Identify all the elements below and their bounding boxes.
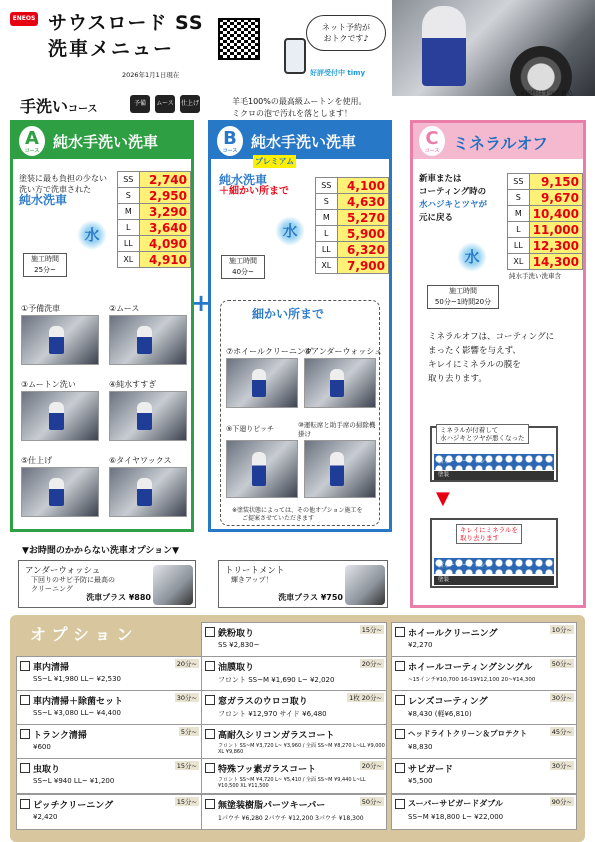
quick-option-price: 洗車プラス ¥880	[86, 593, 151, 602]
step-label: ②ムース	[109, 304, 140, 313]
option-checkbox[interactable]	[205, 799, 215, 809]
quick-option-photo	[153, 565, 193, 605]
course-c-price-table	[507, 173, 583, 270]
option-checkbox[interactable]	[20, 661, 30, 671]
price-row: SS 9,150	[508, 174, 583, 190]
option-checkbox[interactable]	[205, 695, 215, 705]
option-item[interactable]: ヘッドライトクリーン＆プロテクト 45分~ ¥8,830	[391, 724, 577, 760]
course-a-header	[13, 123, 191, 159]
step-label: ⑤仕上げ	[21, 456, 53, 465]
course-a-description: 塗装に最も負担の少ない 洗い方で洗車された 純水洗車	[19, 174, 107, 207]
finish-icon: 仕上げ	[180, 95, 200, 113]
course-b-time-box: 施工時間 40分~	[221, 255, 265, 279]
option-checkbox[interactable]	[205, 729, 215, 739]
smartphone-icon	[284, 38, 306, 74]
price-row: S 2,950	[118, 188, 191, 204]
worker-figure	[422, 6, 466, 86]
price-row: L 3,640	[118, 220, 191, 236]
pure-water-sponge-icon: 水	[453, 241, 491, 273]
option-checkbox[interactable]	[395, 763, 405, 773]
down-arrow-icon: ▼	[436, 488, 450, 509]
price-row: XL 14,300	[508, 254, 583, 270]
quick-option-underwash[interactable]	[18, 560, 196, 608]
price-row: M 10,400	[508, 206, 583, 222]
paint-layer: 塗装	[434, 576, 554, 585]
price-row: M 3,290	[118, 204, 191, 220]
option-item[interactable]: 窓ガラスのウロコ取り 1枚 20分~ フロント ¥12,970 サイド ¥6,480	[201, 690, 387, 726]
premium-tag: プレミアム	[255, 157, 295, 166]
course-a-price-table	[117, 171, 191, 268]
course-c-description: 新車または コーティング時の 水ハジキとツヤが 元に戻る	[419, 174, 488, 223]
option-checkbox[interactable]	[395, 661, 405, 671]
step-photo	[304, 358, 376, 408]
step-label: ⑩運転席と助手席の掃除機掛け	[298, 421, 376, 438]
option-item[interactable]: サビガード 30分~ ¥5,500	[391, 758, 577, 794]
option-checkbox[interactable]	[395, 695, 405, 705]
course-c-title: ミネラルオフ	[453, 134, 549, 153]
mineral-before-diagram	[430, 426, 558, 482]
option-item[interactable]: 高耐久シリコンガラスコート フロント SS~M ¥3,720 L~ ¥3,960 / 全面 SS~M ¥8,270 L~LL ¥9,000 XL ¥9,860	[201, 724, 387, 760]
coating-layer: 新車・コーティング	[434, 558, 554, 574]
price-row: XL 7,900	[316, 258, 389, 274]
handwash-desc-1: 羊毛100%の最高級ムートンを使用。	[232, 97, 367, 106]
step-photo	[21, 391, 99, 441]
effective-date: 2026年1月1日現在	[122, 71, 180, 79]
step-label: ⑦ホイールクリーニング	[226, 347, 313, 356]
price-row: L 5,900	[316, 226, 389, 242]
plus-icon: +	[190, 289, 212, 317]
price-row: SS 2,740	[118, 172, 191, 188]
options-title: オプション	[30, 625, 139, 644]
course-a-title: 純水手洗い洗車	[53, 133, 159, 151]
after-label: キレイにミネラルを 取り去ります	[456, 524, 522, 544]
step-label: ⑧アンダーウォッシュ	[304, 347, 383, 356]
quick-option-name: トリートメント	[225, 566, 285, 576]
detail-title: 細かい所まで	[252, 307, 325, 321]
step-label: ①予備洗車	[21, 304, 61, 313]
price-row: LL 6,320	[316, 242, 389, 258]
pure-water-sponge-icon: 水	[271, 215, 309, 247]
step-photo	[226, 440, 298, 498]
price-row: XL 4,910	[118, 252, 191, 268]
option-checkbox[interactable]	[395, 627, 405, 637]
course-a-badge: A コース	[19, 126, 45, 156]
step-photo	[109, 467, 187, 517]
handwash-title	[20, 94, 98, 117]
handwash-desc-2: ミクロの泡で汚れを落とします！	[232, 109, 352, 118]
step-photo	[21, 467, 99, 517]
price-row: M 5,270	[316, 210, 389, 226]
option-item[interactable]: 油膜取り 20分~ フロント SS~M ¥1,690 L~ ¥2,020	[201, 656, 387, 692]
quick-option-photo	[345, 565, 385, 605]
option-item[interactable]: 無塗装樹脂パーツキーパー 50分~ 1パウチ ¥6,280 2パウチ ¥12,200 3パウチ ¥18,300	[201, 794, 387, 830]
option-checkbox[interactable]	[395, 729, 405, 739]
quick-option-treatment[interactable]	[218, 560, 388, 608]
timy-label: 好評受付中 timy	[310, 69, 366, 77]
price-row: S 9,670	[508, 190, 583, 206]
option-item[interactable]: トランク清掃 5分~ ¥600	[16, 724, 202, 760]
option-checkbox[interactable]	[20, 763, 30, 773]
reservation-bubble	[306, 15, 386, 51]
option-item[interactable]: 車内清掃＋除菌セット 30分~ SS~L ¥3,080 LL~ ¥4,400	[16, 690, 202, 726]
detail-note: ※塗装状態によっては、その他オプション施工を ご提案させていただきます	[232, 507, 363, 522]
price-row: L 11,000	[508, 222, 583, 238]
quick-option-price: 洗車プラス ¥750	[278, 593, 343, 602]
course-c-badge: C コース	[419, 126, 445, 156]
step-photo	[109, 391, 187, 441]
option-item[interactable]: 特殊フッ素ガラスコート 20分~ フロント SS~M ¥4,720 L~ ¥5,410 / 全面 SS~M ¥9,440 L~LL ¥10,500 XL ¥11,500	[201, 758, 387, 794]
option-item[interactable]: 虫取り 15分~ SS~L ¥940 LL~ ¥1,200	[16, 758, 202, 794]
course-c-time-box: 施工時間 50分~1時間20分	[427, 285, 499, 309]
mineral-explanation: ミネラルオフは、コーティングに まったく影響を与えず、 キレイにミネラルの膜を 取り去ります。	[428, 332, 555, 384]
step-photo	[226, 358, 298, 408]
tax-note: ※価格はすべて税込	[520, 90, 573, 97]
step-label: ④純水すすぎ	[109, 380, 157, 389]
price-row: LL 12,300	[508, 238, 583, 254]
prewash-icon: 予備	[130, 95, 150, 113]
quick-option-name: アンダーウォッシュ	[25, 566, 101, 576]
option-item[interactable]: ホイールクリーニング 10分~ ¥2,270	[391, 622, 577, 658]
bubble-line-1: ネット予約が	[322, 23, 370, 32]
quick-option-desc: 下回りのサビ予防に最高の クリーニング	[31, 576, 115, 593]
price-row: S 4,630	[316, 194, 389, 210]
quick-option-desc: 輝きアップ！	[231, 576, 273, 584]
course-c-header	[413, 123, 583, 159]
option-checkbox[interactable]	[395, 799, 405, 809]
step-label: ⑨下廻りピッチ	[226, 425, 274, 433]
course-a-panel	[10, 120, 194, 532]
course-b-price-table	[315, 177, 389, 274]
paint-layer: 塗装	[434, 471, 554, 480]
handwash-title-sub: コース	[68, 104, 98, 115]
price-row: LL 4,090	[118, 236, 191, 252]
before-label: ミネラルが付着して 水ハジキとツヤが悪くなった	[436, 424, 529, 444]
option-checkbox[interactable]	[205, 661, 215, 671]
step-photo	[21, 315, 99, 365]
step-label: ③ムートン洗い	[21, 380, 76, 389]
menu-title: 洗車メニュー	[48, 38, 175, 60]
quick-options-heading: ▼お時間のかからない洗車オプション▼	[22, 546, 180, 556]
step-photo	[109, 315, 187, 365]
option-item[interactable]: レンズコーティング 30分~ ¥8,430 (軽¥6,810)	[391, 690, 577, 726]
option-item[interactable]: ホイールコーティングシングル 50分~ ~15インチ¥10,700 16-19¥12,100 20~¥14,300	[391, 656, 577, 692]
qr-code[interactable]	[218, 18, 260, 60]
option-checkbox[interactable]	[205, 627, 215, 637]
step-label: ⑥タイヤワックス	[109, 456, 172, 465]
course-b-title: 純水手洗い洗車	[251, 133, 357, 151]
coating-layer: 新車・コーティング	[434, 454, 554, 470]
step-photo	[304, 440, 376, 498]
handwash-title-main: 手洗い	[20, 97, 69, 116]
course-b-header	[211, 123, 389, 166]
course-b-description: 純水洗車 ＋細かい所まで	[219, 173, 289, 197]
store-name: サウスロード SS	[48, 12, 204, 34]
option-checkbox[interactable]	[20, 729, 30, 739]
mineral-after-diagram	[430, 518, 558, 588]
course-b-badge: B コース	[217, 126, 243, 156]
option-item[interactable]: ピッチクリーニング 15分~ ¥2,420	[16, 794, 202, 830]
handwash-description	[232, 96, 366, 120]
pure-water-sponge-icon: 水	[73, 219, 111, 251]
option-item[interactable]: 車内清掃 20分~ SS~L ¥1,980 LL~ ¥2,530	[16, 656, 202, 692]
option-checkbox[interactable]	[20, 695, 30, 705]
car-wash-photo	[392, 0, 595, 96]
eneos-logo: ENEOS	[10, 12, 38, 26]
course-a-time-box: 施工時間 25分~	[23, 253, 67, 277]
option-checkbox[interactable]	[205, 763, 215, 773]
option-item[interactable]: 鉄粉取り 15分~ SS ¥2,830~	[201, 622, 387, 658]
option-item[interactable]: スーパーサビガードダブル 90分~ SS~M ¥18,800 L~ ¥22,000	[391, 794, 577, 830]
mousse-icon: ムース	[155, 95, 175, 113]
option-checkbox[interactable]	[20, 799, 30, 809]
included-note: 純水手洗い洗車含	[509, 272, 561, 280]
price-row: SS 4,100	[316, 178, 389, 194]
bubble-line-2: おトクです♪	[323, 34, 369, 43]
